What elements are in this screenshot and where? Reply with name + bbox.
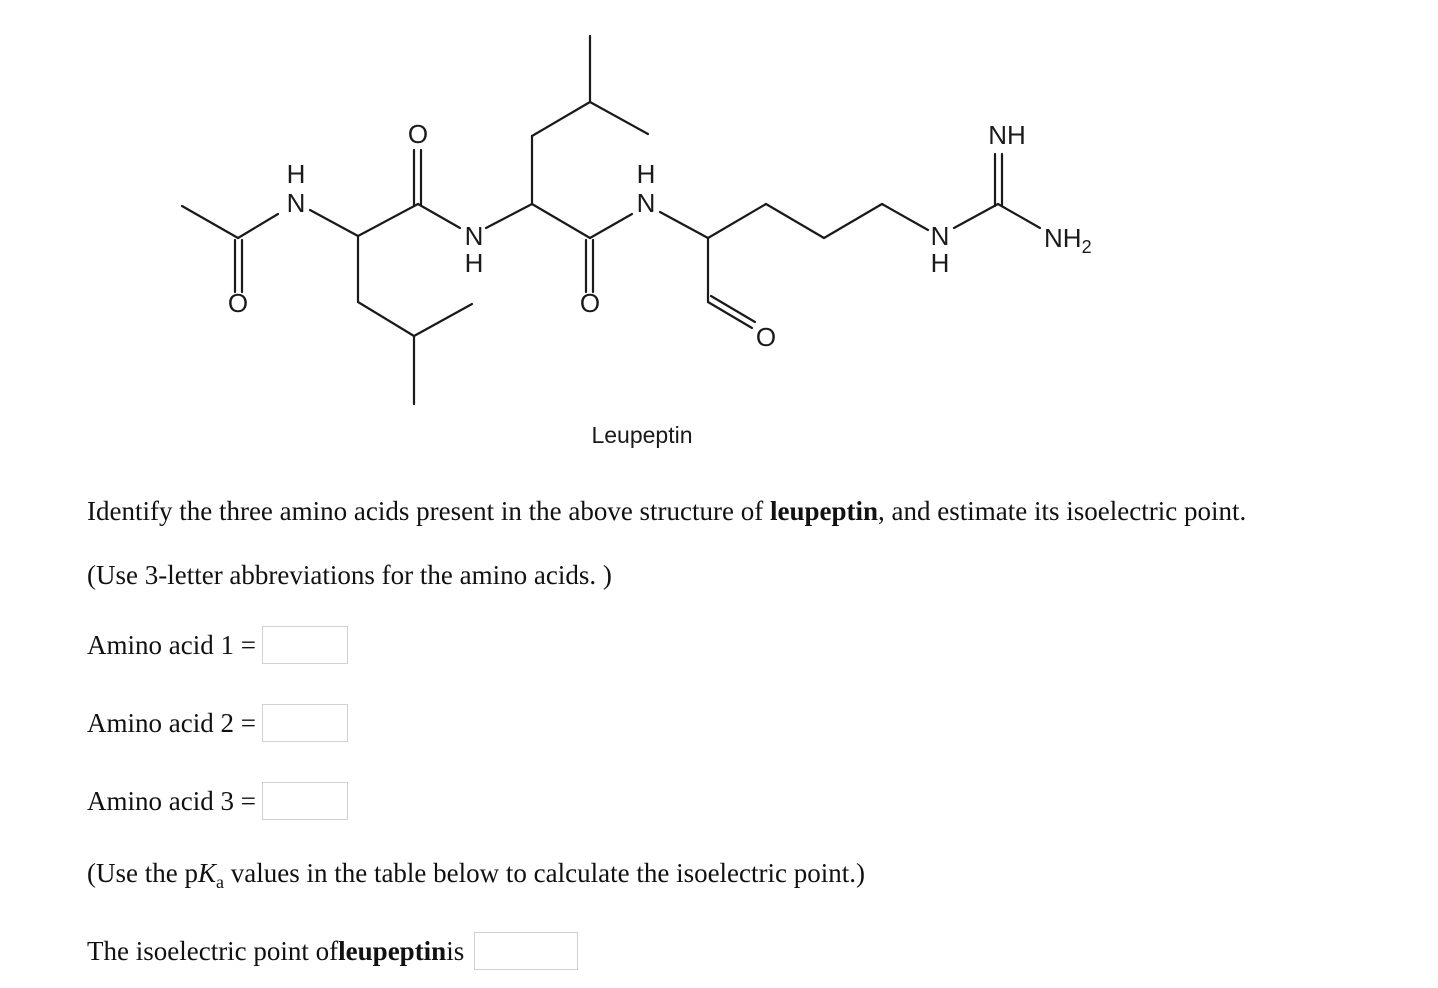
- amino-acid-3-row: [87, 782, 348, 820]
- atom-nh2: [1044, 223, 1092, 257]
- amino-acid-1-row: [87, 626, 348, 664]
- bond-arg-c: [824, 204, 882, 238]
- atom-nh2-sub: 2: [1081, 237, 1092, 257]
- isoelectric-point-row: [87, 932, 578, 970]
- atom-o2: O: [407, 119, 429, 149]
- atom-n3: N: [636, 188, 656, 218]
- amino-acid-2-input[interactable]: [262, 704, 348, 742]
- bond-c3-n3: [590, 214, 632, 238]
- atom-n1: N: [286, 188, 306, 218]
- amino-acid-3-input[interactable]: [262, 782, 348, 820]
- pka-sub: a: [215, 872, 224, 892]
- pka-instruction-b: values in the table below to calculate the isoelectric point.): [223, 858, 865, 888]
- bond-sc1-b: [358, 302, 414, 336]
- bond-sc2-b: [532, 102, 590, 136]
- atom-o4: O: [755, 322, 777, 352]
- bond-arg-a: [708, 204, 766, 238]
- question-line-2: (Use 3-letter abbreviations for the amino acids. ): [87, 560, 612, 590]
- bond-sc2-d: [590, 102, 648, 134]
- pka-k: K: [197, 858, 216, 888]
- isoelectric-point-label-b: is: [446, 935, 465, 966]
- bond-sc1-c: [414, 304, 472, 336]
- atom-h1: H: [286, 159, 306, 189]
- isoelectric-point-input[interactable]: [474, 932, 578, 970]
- isoelectric-point-label-a: The isoelectric point of: [87, 935, 339, 966]
- atom-h3: H: [636, 159, 656, 189]
- structure-svg: [0, 0, 1438, 470]
- question-line-1-b: , and estimate its isoelectric point.: [878, 496, 1247, 526]
- bond-ald-double-a: [708, 302, 752, 328]
- atom-nh: NH: [988, 120, 1026, 150]
- bond-ca2-c3: [532, 204, 590, 238]
- bond-n2-ca2: [486, 204, 532, 228]
- atom-n4: N: [930, 221, 950, 251]
- pka-instruction: [87, 858, 865, 892]
- bond-ald-double-b: [711, 296, 755, 322]
- atom-h4: H: [930, 248, 950, 278]
- amino-acid-1-input[interactable]: [262, 626, 348, 664]
- isoelectric-point-label-bold: leupeptin: [338, 935, 447, 966]
- question-line-1: [87, 496, 1246, 527]
- bond-guan-a: [954, 204, 998, 228]
- atom-o3: O: [579, 288, 601, 318]
- bond-n1-ca1: [310, 210, 358, 236]
- pka-instruction-a: (Use the p: [87, 858, 198, 888]
- question-line-1-bold: leupeptin: [770, 496, 879, 526]
- bond-methyl: [182, 206, 238, 238]
- atom-nh2-n: NH: [1044, 223, 1082, 253]
- amino-acid-2-label: Amino acid 2 =: [87, 707, 256, 738]
- bond-ca1-c2: [358, 204, 418, 236]
- question-line-1-a: Identify the three amino acids present in the above structure of: [87, 496, 771, 526]
- amino-acid-3-label: Amino acid 3 =: [87, 785, 256, 816]
- bond-guan-b: [998, 204, 1040, 228]
- atom-n2: N: [464, 221, 484, 251]
- atom-h2: H: [464, 248, 484, 278]
- bond-arg-d: [882, 204, 928, 230]
- bond-c2-n2: [418, 204, 460, 228]
- leupeptin-structure: [0, 0, 1438, 470]
- amino-acid-2-row: [87, 704, 348, 742]
- atom-o1: O: [227, 288, 249, 318]
- bond-arg-b: [766, 204, 824, 238]
- bond-acetyl-n: [238, 214, 278, 238]
- amino-acid-1-label: Amino acid 1 =: [87, 629, 256, 660]
- bond-n3-ca3: [660, 212, 708, 238]
- structure-caption: Leupeptin: [591, 422, 693, 448]
